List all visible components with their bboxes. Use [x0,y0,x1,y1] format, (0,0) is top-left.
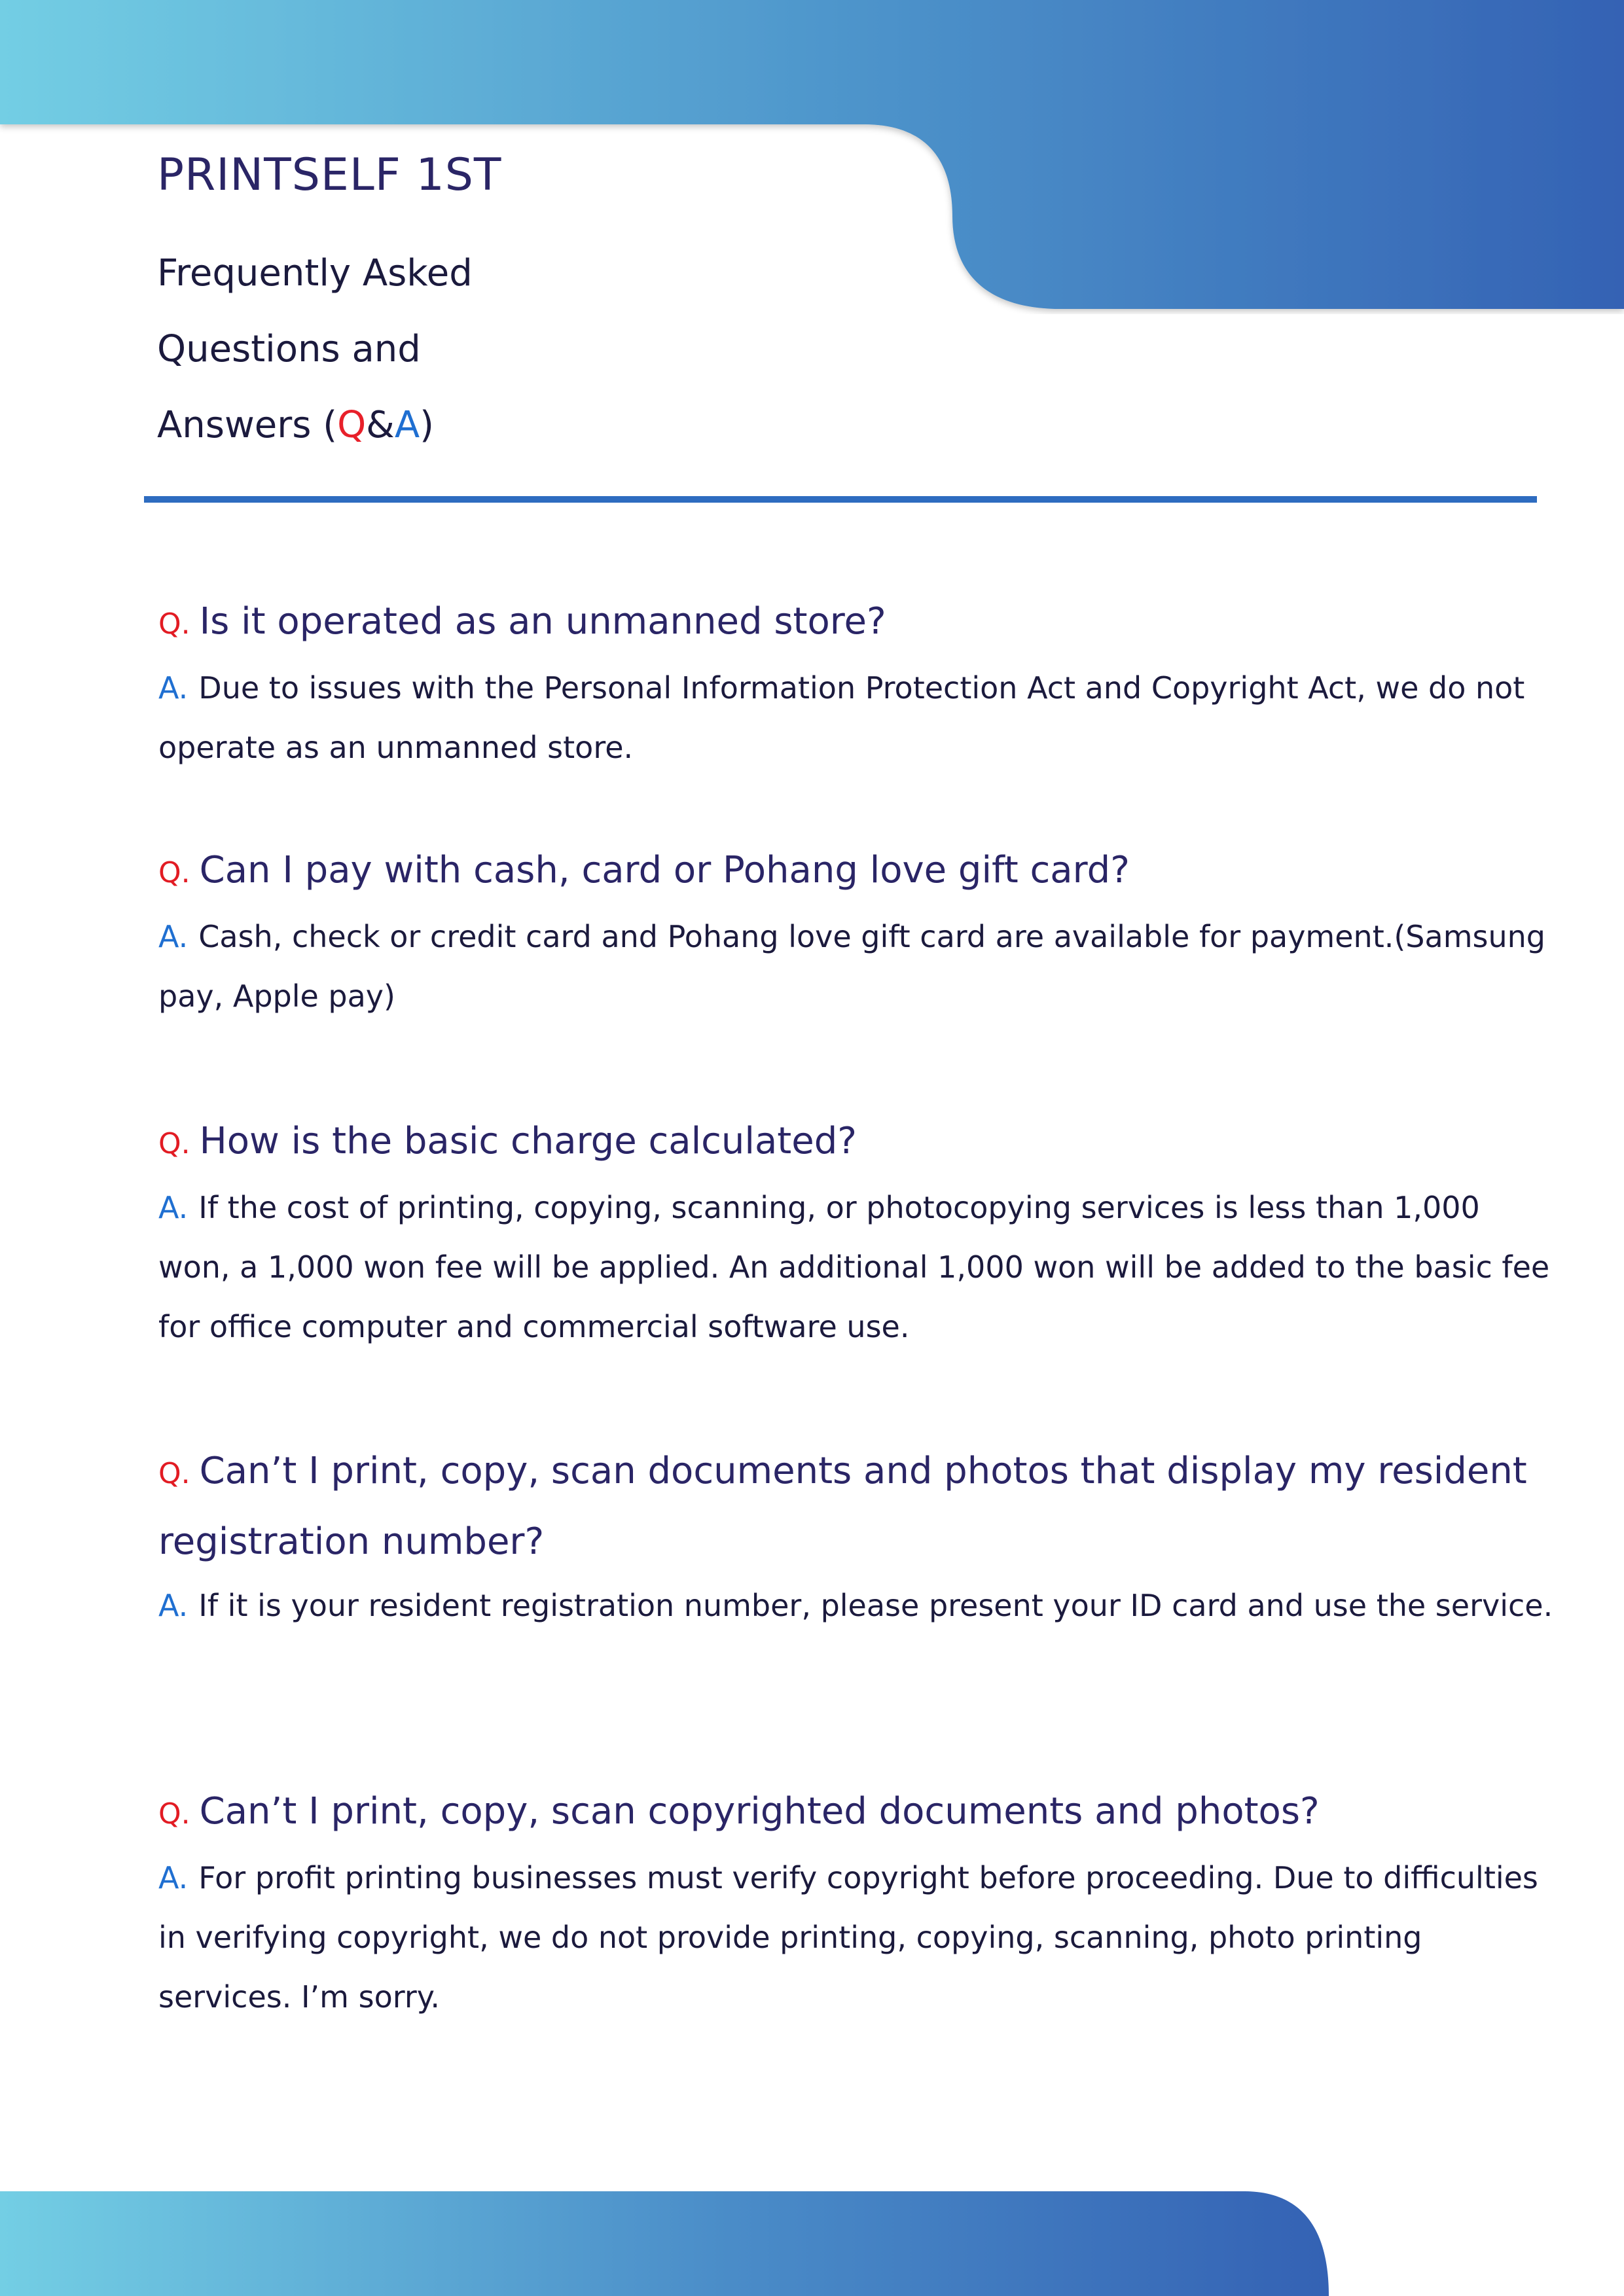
question-marker: Q. [158,607,190,641]
question-text: Can’t I print, copy, scan documents and photos that display my resident registration number? [158,1450,1527,1563]
faq-answer [158,907,1559,1026]
answer-text: For profit printing businesses must verify copyright before proceeding. Due to difficulties in verifying copyright, we do not provide printing, copying, scanning, photo printing services. I’m sorry. [158,1860,1538,2015]
title-line-2: Questions and [157,328,421,370]
question-marker: Q. [158,1127,190,1160]
faq-item [158,588,1559,778]
document-title [157,236,655,463]
title-close-paren: ) [420,404,434,446]
question-marker: Q. [158,1457,190,1490]
answer-text: If it is your resident registration number, please present your ID card and use the service. [198,1588,1553,1623]
faq-answer [158,1178,1559,1357]
answer-marker: A. [158,670,189,706]
title-line-3-text: Answers ( [157,404,338,446]
faq-question [158,588,1559,658]
question-marker: Q. [158,1797,190,1831]
answer-marker: A. [158,919,189,954]
answer-marker: A. [158,1588,189,1623]
question-text: Is it operated as an unmanned store? [199,600,886,643]
title-line-3 [157,387,655,463]
answer-marker: A. [158,1190,189,1225]
faq-answer [158,658,1559,778]
answer-text: Due to issues with the Personal Information Protection Act and Copyright Act, we do not operate as an unmanned store. [158,670,1525,765]
title-ampersand: & [366,404,395,446]
question-marker: Q. [158,856,190,889]
faq-answer [158,1848,1559,2027]
faq-question [158,1437,1559,1576]
faq-answer [158,1576,1559,1636]
brand-title: PRINTSELF 1ST [157,149,502,201]
faq-item [158,1107,1559,1357]
title-line-1: Frequently Asked [157,252,473,295]
faq-question [158,1107,1559,1178]
faq-question [158,1778,1559,1848]
footer-wave-band [0,2179,1624,2296]
faq-question [158,836,1559,907]
question-text: How is the basic charge calculated? [199,1120,857,1162]
faq-item [158,1778,1559,2027]
faq-item [158,1437,1559,1636]
title-q-letter: Q [337,404,367,446]
answer-text: Cash, check or credit card and Pohang love gift card are available for payment.(Samsung pay, Apple pay) [158,919,1545,1014]
answer-text: If the cost of printing, copying, scanning, or photocopying services is less than 1,000 won, a 1,000 won fee will be applied. An additional 1,000 won will be added to the basic fee for office computer and commercial software use. [158,1190,1550,1344]
answer-marker: A. [158,1860,189,1895]
header-divider [144,496,1537,503]
title-a-letter: A [394,404,420,446]
question-text: Can I pay with cash, card or Pohang love gift card? [199,849,1130,891]
faq-item [158,836,1559,1026]
question-text: Can’t I print, copy, scan copyrighted documents and photos? [199,1790,1320,1833]
